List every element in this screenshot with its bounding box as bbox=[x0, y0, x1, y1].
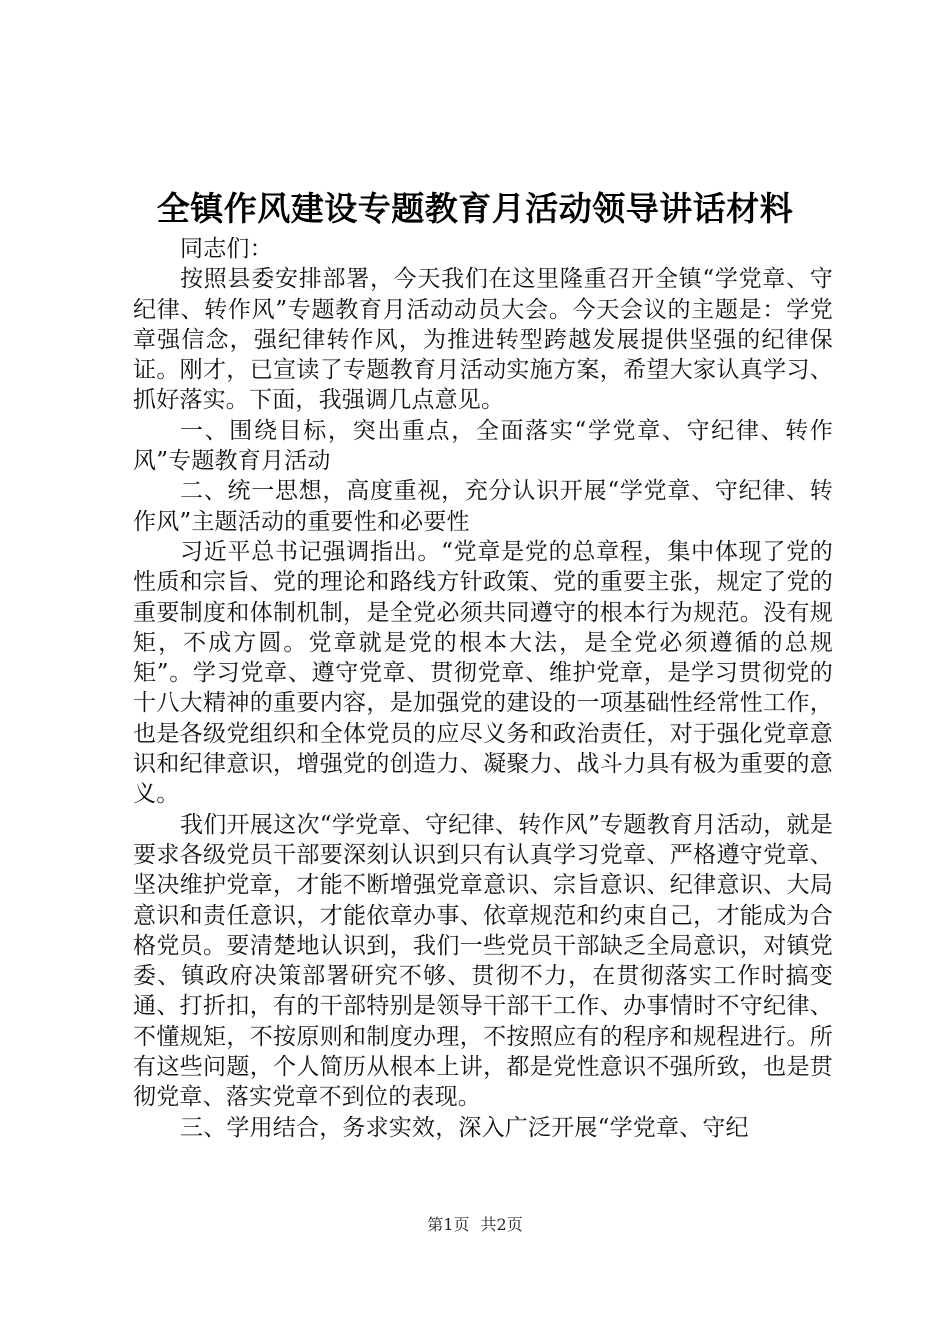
body-paragraph: 习近平总书记强调指出。“党章是党的总章程，集中体现了党的性质和宗旨、党的理论和路线方针政策、党的重要主张，规定了党的重要制度和体制机制，是全党必须共同遵守的根本行为规范。没有规矩，不成方圆。党章就是党的根本大法，是全党必须遵循的总规矩”。学习党章、遵守党章、贯彻党章、维护党章，是学习贯彻党的十八大精神的重要内容，是加强党的建设的一项基础性经常性工作，也是各级党组织和全体党员的应尽义务和政治责任，对于强化党章意识和纪律意识，增强党的创造力、凝聚力、战斗力具有极为重要的意义。 bbox=[133, 538, 833, 808]
document-title: 全镇作风建设专题教育月活动领导讲话材料 bbox=[156, 189, 794, 228]
section-heading-3: 三、学用结合，务求实效，深入广泛开展“学党章、守纪 bbox=[180, 1114, 749, 1141]
section-heading-1: 一、围绕目标，突出重点，全面落实“学党章、守纪律、转作风”专题教育月活动 bbox=[133, 417, 833, 475]
page-total: 共2页 bbox=[480, 1215, 523, 1234]
page-number: 第1页 bbox=[427, 1215, 470, 1234]
section-heading-2: 二、统一思想，高度重视，充分认识开展“学党章、守纪律、转作风”主题活动的重要性和必要性 bbox=[133, 478, 833, 535]
salutation-paragraph: 同志们： bbox=[180, 236, 273, 262]
intro-paragraph: 按照县委安排部署，今天我们在这里隆重召开全镇“学党章、守纪律、转作风”专题教育月活动动员大会。今天会议的主题是：学党章强信念，强纪律转作风，为推进转型跨越发展提供坚强的纪律保证。刚才，已宣读了专题教育月活动实施方案，希望大家认真学习、抓好落实。下面，我强调几点意见。 bbox=[133, 266, 833, 414]
page-footer bbox=[0, 1213, 950, 1237]
document-body bbox=[133, 234, 833, 1143]
body-paragraph: 我们开展这次“学党章、守纪律、转作风”专题教育月活动，就是要求各级党员干部要深刻认识到只有认真学习党章、严格遵守党章、坚决维护党章，才能不断增强党章意识、宗旨意识、纪律意识、大局意识和责任意识，才能依章办事、依章规范和约束自己，才能成为合格党员。要清楚地认识到，我们一些党员干部缺乏全局意识，对镇党委、镇政府决策部署研究不够、贯彻不力，在贯彻落实工作时搞变通、打折扣，有的干部特别是领导干部干工作、办事情时不守纪律、不懂规矩，不按原则和制度办理，不按照应有的程序和规程进行。所有这些问题，个人简历从根本上讲，都是党性意识不强所致，也是贯彻党章、落实党章不到位的表现。 bbox=[133, 811, 833, 1111]
